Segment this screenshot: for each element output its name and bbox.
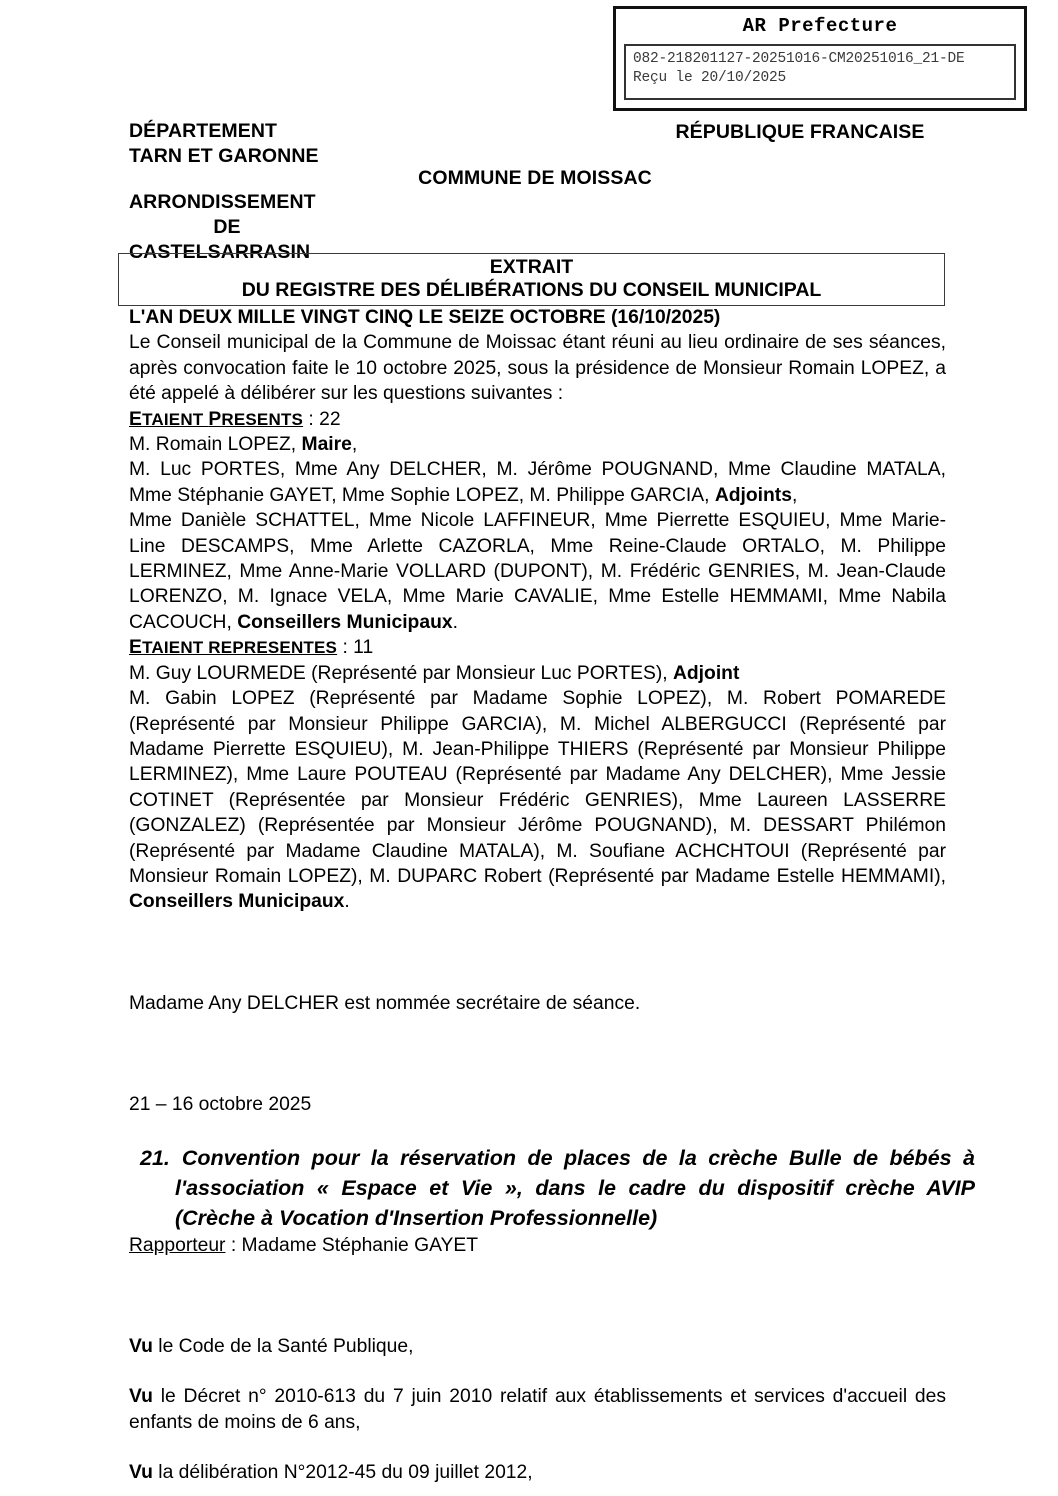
- presents-adjoints-paragraph: [129, 457, 946, 508]
- represented-label-cap-e: E: [129, 637, 143, 659]
- presents-label: [129, 410, 303, 429]
- secretary-line: Madame Any DELCHER est nommée secrétaire de séance.: [129, 992, 641, 1014]
- session-date-heading-text: L'AN DEUX MILLE VINGT CINQ LE SEIZE OCTOBRE (16/10/2025): [129, 307, 721, 328]
- rapporteur-label: Rapporteur: [129, 1234, 226, 1256]
- represented-conseillers-names: M. Gabin LOPEZ (Représenté par Madame Sophie LOPEZ), M. Robert POMAREDE (Représenté par Monsieur Philippe GARCIA), M. Michel ALBERGUCCI (Représenté par Madame Pierrette ESQUIEU), M. Jean-Philippe THIERS (Représenté par Monsieur Philippe LERMINEZ), Mme Laure POUTEAU (Représenté par Madame Any DELCHER), Mme Jessie COTINET (Représentée par Monsieur Frédéric GENRIES), Mme Laureen LASSERRE (GONZALEZ) (Représentée par Monsieur Jérôme POUGNAND), M. DESSART Philémon (Représenté par Madame Claudine MATALA), M. Soufiane ACHCHTOUI (Représenté par Monsieur Romain LOPEZ), M. DUPARC Robert (Représenté par Madame Estelle HEMMAMI),: [129, 688, 946, 887]
- clause-text-3: la délibération N°2012-45 du 09 juillet 2012,: [152, 1462, 533, 1484]
- clause-text-1: le Code de la Santé Publique,: [152, 1335, 414, 1357]
- represented-conseillers-punct: .: [344, 891, 350, 913]
- extrait-line-1: EXTRAIT: [489, 256, 574, 278]
- arrondissement-line-1: ARRONDISSEMENT: [129, 191, 316, 213]
- arrondissement-line-3: CASTELSARRASIN: [129, 241, 311, 263]
- presents-adjoints-names: M. Luc PORTES, Mme Any DELCHER, M. Jérôme POUGNAND, Mme Claudine MATALA, Mme Stéphanie GAYET, Mme Sophie LOPEZ, M. Philippe GARCIA,: [129, 459, 946, 506]
- clause-text-2: le Décret n° 2010-613 du 7 juin 2010 relatif aux établissements et services d'accueil des enfants de moins de 6 ans,: [129, 1386, 946, 1433]
- represented-adjoint-name: M. Guy LOURMEDE (Représenté par Monsieur Luc PORTES),: [129, 662, 673, 684]
- arrondissement-line-2: DE: [213, 216, 241, 238]
- clause-vu-2: [129, 1384, 946, 1435]
- presents-conseillers-names: Mme Danièle SCHATTEL, Mme Nicole LAFFINEUR, Mme Pierrette ESQUIEU, Mme Marie-Line DESCAMPS, Mme Arlette CAZORLA, Mme Reine-Claude ORTALO, M. Philippe LERMINEZ, Mme Anne-Marie VOLLARD (DUPONT), M. Frédéric GENRIES, M. Jean-Claude LORENZO, M. Ignace VELA, Mme Marie CAVALIE, Mme Estelle HEMMAMI, Mme Nabila CACOUCH,: [129, 510, 946, 633]
- presents-label-line: [129, 407, 946, 432]
- represented-label-text: TAIENT REPRESENTES: [142, 638, 338, 658]
- rapporteur-value: : Madame Stéphanie GAYET: [225, 1234, 479, 1256]
- republique-francaise-title: RÉPUBLIQUE FRANCAISE: [675, 121, 925, 143]
- spacer-clause-1: [129, 1359, 946, 1384]
- stamp-received-date: Reçu le 20/10/2025: [633, 70, 787, 87]
- spacer-before-clauses: [129, 1258, 946, 1334]
- represented-count: : 11: [337, 637, 374, 659]
- header-gap: [129, 169, 325, 190]
- extrait-box: [118, 253, 945, 306]
- represented-label-line: [129, 635, 946, 660]
- deliberation-title-text: Convention pour la réservation de places de la crèche Bulle de bébés à l'association « Espace et Vie », dans le cadre du dispositif crèche AVIP (Crèche à Vocation d'Insertion Professionnelle): [175, 1145, 975, 1230]
- presents-conseillers-paragraph: [129, 508, 946, 635]
- presents-label-taient: TAIENT: [142, 409, 209, 429]
- represented-conseillers-role: Conseillers Municipaux: [129, 891, 345, 913]
- administrative-header-left: [129, 119, 325, 265]
- departement-line-1: DÉPARTEMENT: [129, 120, 278, 142]
- commune-title: COMMUNE DE MOISSAC: [418, 167, 652, 189]
- presents-label-cap-p: P: [208, 408, 222, 430]
- session-date-heading: [129, 305, 946, 330]
- clause-keyword-1: Vu: [129, 1335, 153, 1357]
- departement-line-2: TARN ET GARONNE: [129, 145, 319, 167]
- deliberation-number: 21.: [140, 1145, 170, 1170]
- rapporteur-line: [129, 1233, 946, 1258]
- spacer-before-deliberation: [129, 1016, 946, 1092]
- clause-keyword-2: Vu: [129, 1386, 153, 1408]
- presents-maire-line: [129, 432, 946, 457]
- stamp-reference: 082-218201127-20251016-CM20251016_21-DE: [633, 50, 965, 67]
- clause-vu-1: [129, 1334, 946, 1359]
- deliberation-reference: 21 – 16 octobre 2025: [129, 1094, 312, 1116]
- document-body: [129, 305, 975, 1486]
- extrait-line-2: DU REGISTRE DES DÉLIBÉRATIONS DU CONSEIL MUNICIPAL: [241, 279, 822, 301]
- presents-conseillers-role: Conseillers Municipaux: [237, 611, 453, 633]
- represented-label: [129, 638, 337, 657]
- presents-adjoints-role: Adjoints: [714, 484, 792, 506]
- presents-adjoints-punct: ,: [791, 484, 798, 506]
- presents-conseillers-punct: .: [452, 611, 458, 633]
- represented-conseillers-paragraph: [129, 686, 946, 915]
- presents-maire-name: M. Romain LOPEZ,: [129, 434, 302, 456]
- presents-label-resents: RESENTS: [221, 409, 304, 429]
- represented-adjoint-role: Adjoint: [672, 662, 740, 684]
- clause-vu-3: [129, 1460, 946, 1485]
- represented-adjoint-line: [129, 661, 946, 686]
- spacer-before-secretary: [129, 915, 946, 991]
- clause-keyword-3: Vu: [129, 1462, 153, 1484]
- presents-label-cap-e: E: [129, 408, 143, 430]
- ar-prefecture-stamp: [613, 6, 1027, 111]
- presents-maire-role: Maire: [301, 434, 352, 456]
- stamp-title: AR Prefecture: [742, 15, 898, 37]
- deliberation-title: [129, 1143, 975, 1233]
- spacer-before-title: [129, 1118, 946, 1143]
- spacer-clause-2: [129, 1435, 946, 1460]
- session-intro-paragraph: Le Conseil municipal de la Commune de Moissac étant réuni au lieu ordinaire de ses séances, après convocation faite le 10 octobre 2025, sous la présidence de Monsieur Romain LOPEZ, a été appelé à délibérer sur les questions suivantes :: [129, 332, 946, 405]
- presents-maire-punct: ,: [351, 434, 358, 456]
- stamp-details: [624, 44, 1016, 100]
- presents-count: : 22: [303, 408, 341, 430]
